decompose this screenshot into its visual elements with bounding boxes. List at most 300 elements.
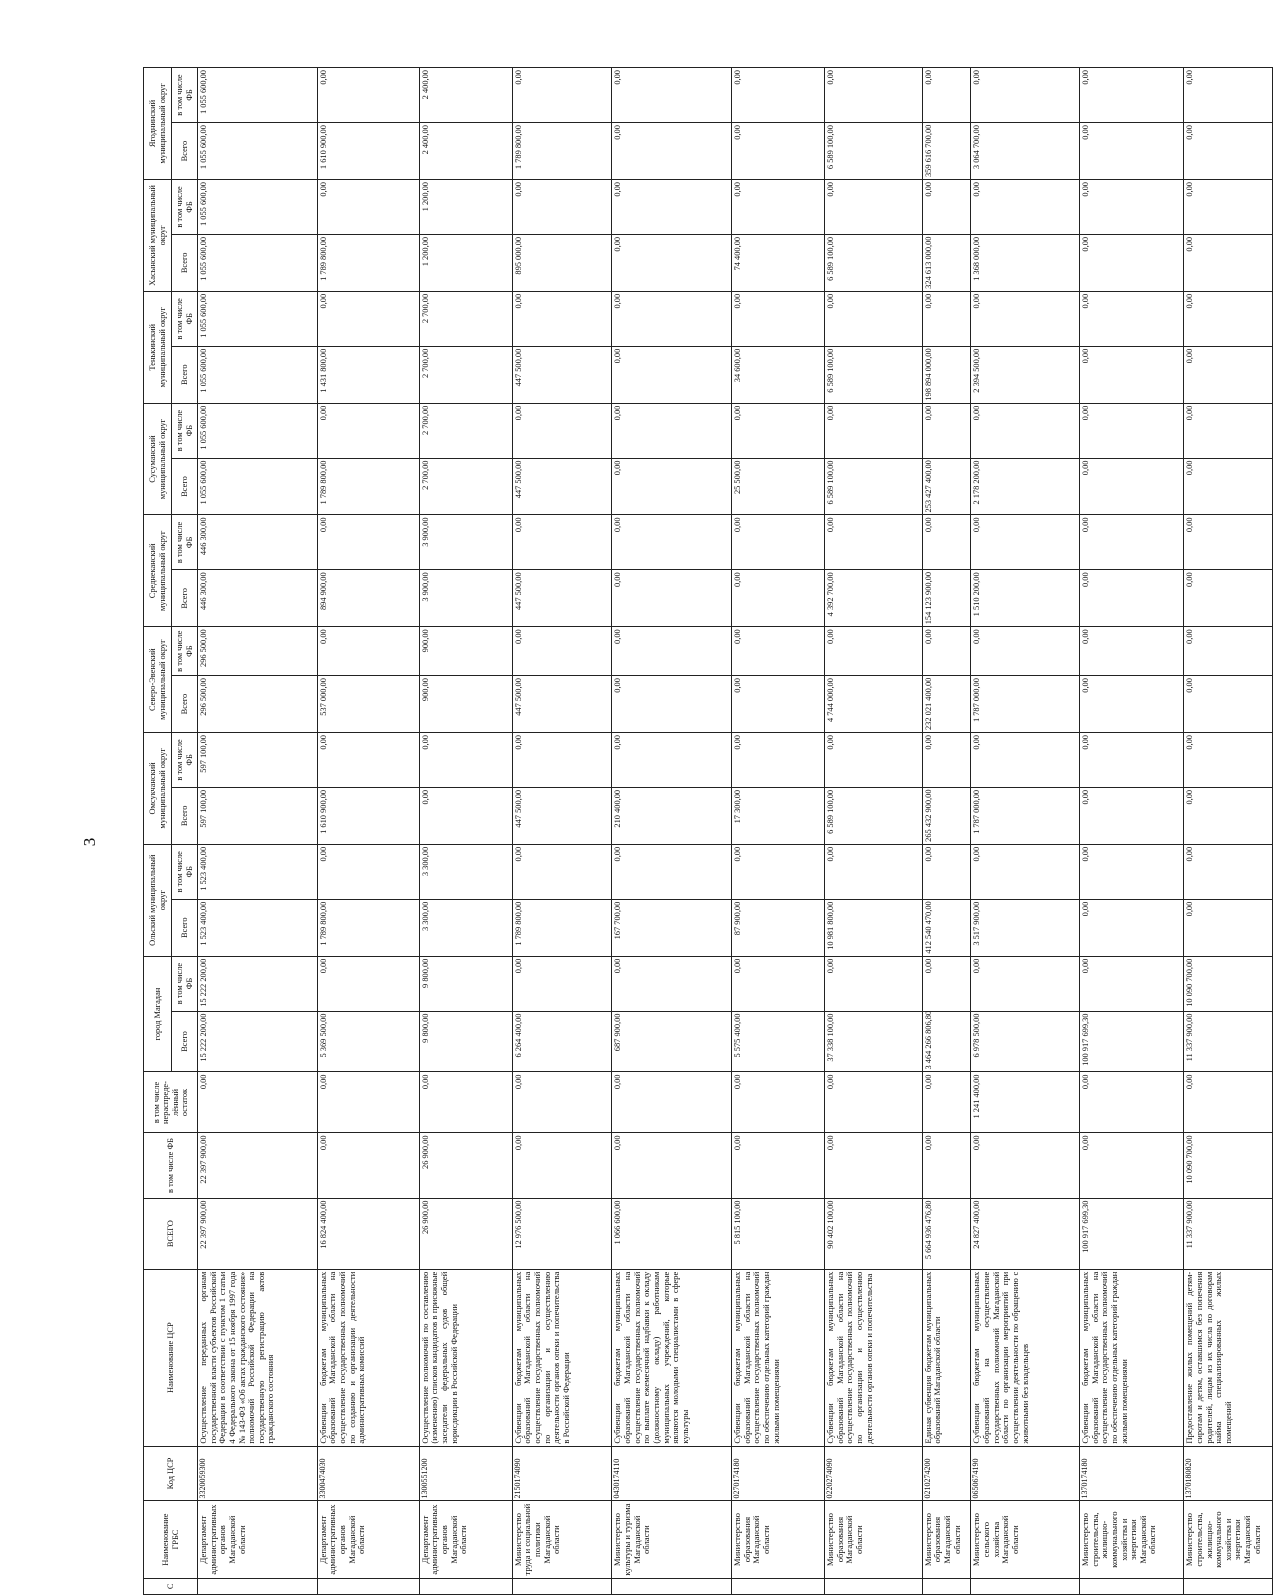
- name-cell: Предоставление жилых помещений детям-сиротам и детям, оставшимся без попечения родителей, лицам из их числа по договорам найма специализированных жилых помещений: [1184, 1269, 1273, 1446]
- district-value-cell: 0,00: [1080, 899, 1184, 956]
- budget-allocation-table: [143, 67, 1273, 1595]
- header-district: Северо-Эвенский муниципальный округ: [144, 627, 172, 733]
- district-value-cell: 232 021 400,00: [922, 676, 971, 733]
- district-value-cell: 74 400,00: [732, 234, 825, 291]
- district-value-cell: 0,00: [971, 627, 1080, 676]
- district-value-cell: 0,00: [732, 570, 825, 627]
- district-value-cell: 1 789 800,00: [317, 899, 419, 956]
- table-row: [198, 68, 318, 1595]
- district-value-cell: 0,00: [1184, 899, 1273, 956]
- district-value-cell: 0,00: [1080, 291, 1184, 346]
- district-value-cell: 0,00: [1080, 458, 1184, 515]
- fb-cell: 0,00: [971, 1133, 1080, 1198]
- grbs-cell: Департамент административных органов Магаданской области: [317, 1501, 419, 1578]
- district-value-cell: 0,00: [732, 733, 825, 788]
- code-cell: 0210274200: [922, 1446, 971, 1501]
- ost-cell: 0,00: [198, 1072, 318, 1133]
- district-value-cell: 0,00: [1184, 123, 1273, 180]
- fb-cell: 0,00: [1080, 1133, 1184, 1198]
- district-value-cell: 1 368 000,00: [971, 234, 1080, 291]
- table-body: [198, 68, 1273, 1595]
- header-district: Ягоднинский муниципальный округ: [144, 68, 172, 180]
- district-value-cell: 265 432 900,00: [922, 787, 971, 844]
- district-value-cell: 0,00: [1184, 733, 1273, 788]
- page-number: 3: [80, 837, 99, 847]
- table-row: [971, 68, 1080, 1595]
- district-value-cell: 687 900,00: [612, 1011, 732, 1072]
- district-value-cell: 597 100,00: [198, 733, 318, 788]
- cut-cell: [612, 1578, 732, 1594]
- district-value-cell: 412 540 470,00: [922, 899, 971, 956]
- header-total: ВСЕГО: [144, 1198, 198, 1269]
- district-value-cell: 0,00: [1184, 570, 1273, 627]
- district-value-cell: 0,00: [922, 291, 971, 346]
- district-value-cell: 253 427 400,00: [922, 458, 971, 515]
- district-value-cell: 894 900,00: [317, 570, 419, 627]
- district-value-cell: 0,00: [512, 291, 612, 346]
- total-cell: 90 402 100,00: [825, 1198, 923, 1269]
- district-value-cell: 0,00: [971, 180, 1080, 235]
- table-row: [922, 68, 971, 1595]
- district-value-cell: 6 589 100,00: [825, 123, 923, 180]
- district-value-cell: 0,00: [512, 180, 612, 235]
- name-cell: Субвенции бюджетам муниципальных образований Магаданской области на осуществление государственных полномочий по организации и осуществлению деятельности органов опеки и попечительства: [825, 1269, 923, 1446]
- table-row: [419, 68, 512, 1595]
- district-value-cell: 1 055 600,00: [198, 68, 318, 123]
- district-value-cell: 15 222 200,00: [198, 1011, 318, 1072]
- district-value-cell: 6 589 100,00: [825, 346, 923, 403]
- district-value-cell: 0,00: [419, 787, 512, 844]
- total-cell: 16 824 400,00: [317, 1198, 419, 1269]
- district-value-cell: 0,00: [732, 844, 825, 899]
- district-value-cell: 6 589 100,00: [825, 458, 923, 515]
- grbs-cell: Министерство образования Магаданской области: [732, 1501, 825, 1578]
- district-value-cell: 3 300,00: [419, 844, 512, 899]
- district-value-cell: 3 300,00: [419, 899, 512, 956]
- district-value-cell: 0,00: [1080, 627, 1184, 676]
- fb-cell: 0,00: [512, 1133, 612, 1198]
- district-value-cell: 1 789 800,00: [317, 234, 419, 291]
- header-district: Ольский муниципальный округ: [144, 844, 172, 956]
- district-value-cell: 25 500,00: [732, 458, 825, 515]
- district-value-cell: 0,00: [971, 956, 1080, 1011]
- district-value-cell: 0,00: [612, 570, 732, 627]
- cut-cell: [1080, 1578, 1184, 1594]
- district-value-cell: 1 787 000,00: [971, 676, 1080, 733]
- table-row: [825, 68, 923, 1595]
- district-value-cell: 0,00: [825, 956, 923, 1011]
- district-value-cell: 87 900,00: [732, 899, 825, 956]
- name-cell: Субвенции бюджетам муниципальных образований Магаданской области на осуществление государственных полномочий по организации и осуществлению деятельности органов опеки и попечительства в Российской Федерации: [512, 1269, 612, 1446]
- district-value-cell: 359 616 700,00: [922, 123, 971, 180]
- fb-cell: 0,00: [922, 1133, 971, 1198]
- code-cell: 0650674190: [971, 1446, 1080, 1501]
- district-value-cell: 1 431 800,00: [317, 346, 419, 403]
- total-cell: 5 664 936 476,80: [922, 1198, 971, 1269]
- district-value-cell: 446 300,00: [198, 515, 318, 570]
- district-value-cell: 1 055 600,00: [198, 123, 318, 180]
- district-value-cell: 447 500,00: [512, 787, 612, 844]
- code-cell: 0270174180: [732, 1446, 825, 1501]
- district-value-cell: 0,00: [512, 403, 612, 458]
- grbs-cell: Министерство образования Магаданской области: [825, 1501, 923, 1578]
- name-cell: Осуществление полномочий по составлению (изменению) списков кандидатов в присяжные заседатели федеральных судов общей юрисдикции в Российской Федерации: [419, 1269, 512, 1446]
- district-value-cell: 5 575 400,00: [732, 1011, 825, 1072]
- district-value-cell: 0,00: [732, 123, 825, 180]
- district-value-cell: 537 000,00: [317, 676, 419, 733]
- district-value-cell: 1 200,00: [419, 180, 512, 235]
- district-value-cell: 0,00: [612, 68, 732, 123]
- district-value-cell: 0,00: [1080, 234, 1184, 291]
- district-value-cell: 0,00: [1080, 403, 1184, 458]
- header-sub-total: Всего: [172, 123, 198, 180]
- cut-cell: [971, 1578, 1080, 1594]
- district-value-cell: 1 200,00: [419, 234, 512, 291]
- district-value-cell: 0,00: [922, 403, 971, 458]
- district-value-cell: 1 789 800,00: [317, 458, 419, 515]
- district-value-cell: 10 981 800,00: [825, 899, 923, 956]
- district-value-cell: 2 394 500,00: [971, 346, 1080, 403]
- ost-cell: 1 241 400,00: [971, 1072, 1080, 1133]
- district-value-cell: 0,00: [512, 627, 612, 676]
- district-value-cell: 0,00: [317, 291, 419, 346]
- district-value-cell: 0,00: [1184, 787, 1273, 844]
- district-value-cell: 0,00: [825, 515, 923, 570]
- fb-cell: 0,00: [317, 1133, 419, 1198]
- district-value-cell: 0,00: [612, 291, 732, 346]
- header-sub-fb: в том числе ФБ: [172, 515, 198, 570]
- district-value-cell: 0,00: [1184, 68, 1273, 123]
- district-value-cell: 597 100,00: [198, 787, 318, 844]
- name-cell: Субвенции бюджетам муниципальных образований Магаданской области на осуществление государственных полномочий по обеспечению отдельных категорий граждан жилыми помещениями: [732, 1269, 825, 1446]
- district-value-cell: 0,00: [1080, 68, 1184, 123]
- district-value-cell: 2 700,00: [419, 291, 512, 346]
- district-value-cell: 0,00: [1184, 458, 1273, 515]
- header-sub-fb: в том числе ФБ: [172, 844, 198, 899]
- district-value-cell: 447 500,00: [512, 458, 612, 515]
- district-value-cell: 100 917 699,30: [1080, 1011, 1184, 1072]
- header-name: Наименование ЦСР: [144, 1269, 198, 1446]
- district-value-cell: 2 700,00: [419, 346, 512, 403]
- total-cell: 11 337 900,00: [1184, 1198, 1273, 1269]
- name-cell: Субвенции бюджетам муниципальных образований Магаданской области на осуществление государственных полномочий по обеспечению отдельных категорий граждан жилыми помещениями: [1080, 1269, 1184, 1446]
- district-value-cell: 0,00: [922, 180, 971, 235]
- cut-cell: [419, 1578, 512, 1594]
- district-value-cell: 0,00: [971, 515, 1080, 570]
- header-sub-fb: в том числе ФБ: [172, 180, 198, 235]
- cut-cell: [825, 1578, 923, 1594]
- district-value-cell: 1 610 900,00: [317, 787, 419, 844]
- header-district: Среднеканский муниципальный округ: [144, 515, 172, 627]
- table-row: [1080, 68, 1184, 1595]
- fb-cell: 22 397 900,00: [198, 1133, 318, 1198]
- total-cell: 5 815 100,00: [732, 1198, 825, 1269]
- ost-cell: 0,00: [317, 1072, 419, 1133]
- header-sub-total: Всего: [172, 676, 198, 733]
- district-value-cell: 1 055 600,00: [198, 291, 318, 346]
- header-district: Тенькинский муниципальный округ: [144, 291, 172, 403]
- district-value-cell: 0,00: [825, 844, 923, 899]
- district-value-cell: 0,00: [922, 68, 971, 123]
- code-cell: 3320059300: [198, 1446, 318, 1501]
- district-value-cell: 3 464 266 806,80: [922, 1011, 971, 1072]
- header-cut: С: [144, 1578, 198, 1594]
- header-sub-total: Всего: [172, 346, 198, 403]
- district-value-cell: 3 900,00: [419, 570, 512, 627]
- district-value-cell: 0,00: [317, 68, 419, 123]
- district-value-cell: 2 400,00: [419, 68, 512, 123]
- table-row: [612, 68, 732, 1595]
- district-value-cell: 210 400,00: [612, 787, 732, 844]
- district-value-cell: 0,00: [825, 291, 923, 346]
- header-sub-fb: в том числе ФБ: [172, 733, 198, 788]
- district-value-cell: 296 500,00: [198, 676, 318, 733]
- header-sub-fb: в том числе ФБ: [172, 68, 198, 123]
- district-value-cell: 6 589 100,00: [825, 787, 923, 844]
- district-value-cell: 6 589 100,00: [825, 234, 923, 291]
- district-value-cell: 0,00: [317, 403, 419, 458]
- header-sub-fb: в том числе ФБ: [172, 627, 198, 676]
- district-value-cell: 6 978 500,00: [971, 1011, 1080, 1072]
- district-value-cell: 0,00: [732, 676, 825, 733]
- code-cell: 1370180820: [1184, 1446, 1273, 1501]
- district-value-cell: 1 055 600,00: [198, 403, 318, 458]
- district-value-cell: 4 744 000,00: [825, 676, 923, 733]
- district-value-cell: 0,00: [1080, 123, 1184, 180]
- district-value-cell: 0,00: [1184, 627, 1273, 676]
- fb-cell: 0,00: [612, 1133, 732, 1198]
- district-value-cell: 0,00: [1080, 844, 1184, 899]
- district-value-cell: 1 523 400,00: [198, 844, 318, 899]
- district-value-cell: 0,00: [612, 676, 732, 733]
- district-value-cell: 0,00: [512, 733, 612, 788]
- header-sub-total: Всего: [172, 234, 198, 291]
- district-value-cell: 10 090 700,00: [1184, 956, 1273, 1011]
- district-value-cell: 0,00: [1184, 346, 1273, 403]
- district-value-cell: 0,00: [971, 403, 1080, 458]
- header-row-districts: [144, 68, 172, 1595]
- cut-cell: [512, 1578, 612, 1594]
- total-cell: 26 900,00: [419, 1198, 512, 1269]
- header-sub-total: Всего: [172, 1011, 198, 1072]
- district-value-cell: 1 055 600,00: [198, 234, 318, 291]
- district-value-cell: 1 789 800,00: [512, 123, 612, 180]
- district-value-cell: 1 055 600,00: [198, 346, 318, 403]
- district-value-cell: 0,00: [922, 627, 971, 676]
- district-value-cell: 0,00: [922, 956, 971, 1011]
- header-ost: в том числе нераспреде-лённый остаток: [144, 1072, 198, 1133]
- district-value-cell: 0,00: [1184, 234, 1273, 291]
- district-value-cell: 0,00: [612, 627, 732, 676]
- header-district: Сусуманский муниципальный округ: [144, 403, 172, 515]
- district-value-cell: 0,00: [512, 515, 612, 570]
- district-value-cell: 446 300,00: [198, 570, 318, 627]
- rotated-table: [143, 67, 1273, 1595]
- district-value-cell: 0,00: [419, 733, 512, 788]
- district-value-cell: 0,00: [1080, 515, 1184, 570]
- district-value-cell: 0,00: [732, 291, 825, 346]
- table-row: [512, 68, 612, 1595]
- district-value-cell: 324 613 000,00: [922, 234, 971, 291]
- district-value-cell: 198 894 000,00: [922, 346, 971, 403]
- code-cell: 2150174090: [512, 1446, 612, 1501]
- district-value-cell: 1 787 000,00: [971, 787, 1080, 844]
- district-value-cell: 2 700,00: [419, 403, 512, 458]
- district-value-cell: 0,00: [612, 123, 732, 180]
- district-value-cell: 0,00: [1184, 844, 1273, 899]
- district-value-cell: 0,00: [612, 956, 732, 1011]
- name-cell: Субвенции бюджетам муниципальных образований Магаданской области на осуществление государственных полномочий по созданию и организации деятельности административных комиссий: [317, 1269, 419, 1446]
- district-value-cell: 0,00: [1184, 515, 1273, 570]
- district-value-cell: 0,00: [612, 234, 732, 291]
- district-value-cell: 0,00: [971, 844, 1080, 899]
- ost-cell: 0,00: [512, 1072, 612, 1133]
- district-value-cell: 0,00: [825, 68, 923, 123]
- header-sub-total: Всего: [172, 899, 198, 956]
- ost-cell: 0,00: [732, 1072, 825, 1133]
- code-cell: 3300474030: [317, 1446, 419, 1501]
- header-district: Хасынский муниципальный округ: [144, 180, 172, 292]
- cut-cell: [732, 1578, 825, 1594]
- district-value-cell: 0,00: [317, 956, 419, 1011]
- district-value-cell: 0,00: [971, 291, 1080, 346]
- district-value-cell: 0,00: [1184, 403, 1273, 458]
- district-value-cell: 11 337 900,00: [1184, 1011, 1273, 1072]
- district-value-cell: 447 500,00: [512, 570, 612, 627]
- table-row: [1184, 68, 1273, 1595]
- district-value-cell: 3 900,00: [419, 515, 512, 570]
- cut-cell: [922, 1578, 971, 1594]
- district-value-cell: 0,00: [922, 515, 971, 570]
- code-cell: 1300551200: [419, 1446, 512, 1501]
- grbs-cell: Министерство строительства, жилищно-коммунального хозяйства и энергетики Магаданской области: [1080, 1501, 1184, 1578]
- fb-cell: 0,00: [825, 1133, 923, 1198]
- district-value-cell: 0,00: [1184, 291, 1273, 346]
- code-cell: 0430174110: [612, 1446, 732, 1501]
- district-value-cell: 0,00: [317, 515, 419, 570]
- district-value-cell: 154 123 900,00: [922, 570, 971, 627]
- header-grbs: Наименование ГРБС: [144, 1501, 198, 1578]
- district-value-cell: 0,00: [732, 68, 825, 123]
- district-value-cell: 0,00: [1080, 346, 1184, 403]
- district-value-cell: 0,00: [1080, 180, 1184, 235]
- district-value-cell: 1 055 600,00: [198, 458, 318, 515]
- district-value-cell: 15 222 200,00: [198, 956, 318, 1011]
- district-value-cell: 447 500,00: [512, 346, 612, 403]
- district-value-cell: 1 610 900,00: [317, 123, 419, 180]
- name-cell: Субвенции бюджетам муниципальных образований на осуществление государственных полномочий Магаданской области по организации мероприятий при осуществлении деятельности по обращению с животными без владельцев: [971, 1269, 1080, 1446]
- district-value-cell: 0,00: [825, 180, 923, 235]
- total-cell: 24 827 400,00: [971, 1198, 1080, 1269]
- district-value-cell: 0,00: [971, 733, 1080, 788]
- ost-cell: 0,00: [825, 1072, 923, 1133]
- district-value-cell: 1 055 600,00: [198, 180, 318, 235]
- grbs-cell: Департамент административных органов Магаданской области: [419, 1501, 512, 1578]
- grbs-cell: Департамент административных органов Магаданской области: [198, 1501, 318, 1578]
- district-value-cell: 0,00: [612, 733, 732, 788]
- header-district: Омсукчанский муниципальный округ: [144, 733, 172, 845]
- district-value-cell: 0,00: [1080, 956, 1184, 1011]
- district-value-cell: 6 264 400,00: [512, 1011, 612, 1072]
- district-value-cell: 0,00: [1080, 733, 1184, 788]
- header-sub-fb: в том числе ФБ: [172, 403, 198, 458]
- header-sub-total: Всего: [172, 787, 198, 844]
- total-cell: 22 397 900,00: [198, 1198, 318, 1269]
- name-cell: Осуществление переданных органам государственной власти субъектов Российской Федерации в соответствии с пунктом 1 статьи 4 Федерального закона от 15 ноября 1997 года № 143-ФЗ «Об актах гражданского состояния» полномочий Российской Федерации на государственную регистрацию актов гражданского состояния: [198, 1269, 318, 1446]
- code-cell: 0220274090: [825, 1446, 923, 1501]
- district-value-cell: 9 800,00: [419, 1011, 512, 1072]
- total-cell: 1 066 600,00: [612, 1198, 732, 1269]
- header-fb: в том числе ФБ: [144, 1133, 198, 1198]
- district-value-cell: 0,00: [825, 627, 923, 676]
- name-cell: Субвенции бюджетам муниципальных образований Магаданской области на осуществление государственных полномочий по выплате ежемесячной надбавки к окладу (должностному окладу) работникам муниципальных учреждений, которые являются молодыми специалистами в сфере культуры: [612, 1269, 732, 1446]
- grbs-cell: Министерство сельского хозяйства Магаданской области: [971, 1501, 1080, 1578]
- fb-cell: 10 090 700,00: [1184, 1133, 1273, 1198]
- district-value-cell: 0,00: [732, 956, 825, 1011]
- district-value-cell: 0,00: [732, 515, 825, 570]
- district-value-cell: 0,00: [317, 627, 419, 676]
- header-sub-fb: в том числе ФБ: [172, 291, 198, 346]
- district-value-cell: 1 510 200,00: [971, 570, 1080, 627]
- district-value-cell: 0,00: [317, 844, 419, 899]
- district-value-cell: 0,00: [612, 458, 732, 515]
- grbs-cell: Министерство образования Магаданской области: [922, 1501, 971, 1578]
- table-row: [317, 68, 419, 1595]
- grbs-cell: Министерство культуры и туризма Магаданской области: [612, 1501, 732, 1578]
- district-value-cell: 0,00: [612, 180, 732, 235]
- name-cell: Единая субвенция бюджетам муниципальных образований Магаданской области: [922, 1269, 971, 1446]
- cut-cell: [317, 1578, 419, 1594]
- district-value-cell: 0,00: [971, 68, 1080, 123]
- ost-cell: 0,00: [1184, 1072, 1273, 1133]
- cut-cell: [1184, 1578, 1273, 1594]
- district-value-cell: 0,00: [512, 68, 612, 123]
- table-row: [732, 68, 825, 1595]
- district-value-cell: 0,00: [612, 515, 732, 570]
- district-value-cell: 900,00: [419, 627, 512, 676]
- district-value-cell: 9 800,00: [419, 956, 512, 1011]
- district-value-cell: 0,00: [922, 733, 971, 788]
- district-value-cell: 0,00: [1080, 570, 1184, 627]
- ost-cell: 0,00: [1080, 1072, 1184, 1133]
- district-value-cell: 0,00: [612, 346, 732, 403]
- district-value-cell: 2 178 200,00: [971, 458, 1080, 515]
- district-value-cell: 3 517 900,00: [971, 899, 1080, 956]
- district-value-cell: 0,00: [732, 403, 825, 458]
- district-value-cell: 1 523 400,00: [198, 899, 318, 956]
- header-sub-fb: в том числе ФБ: [172, 956, 198, 1011]
- district-value-cell: 1 789 800,00: [512, 899, 612, 956]
- cut-cell: [198, 1578, 318, 1594]
- district-value-cell: 0,00: [317, 733, 419, 788]
- district-value-cell: 0,00: [612, 403, 732, 458]
- district-value-cell: 0,00: [1080, 787, 1184, 844]
- district-value-cell: 4 392 700,00: [825, 570, 923, 627]
- district-value-cell: 37 338 100,00: [825, 1011, 923, 1072]
- ost-cell: 0,00: [612, 1072, 732, 1133]
- district-value-cell: 167 700,00: [612, 899, 732, 956]
- district-value-cell: 2 400,00: [419, 123, 512, 180]
- district-value-cell: 0,00: [1080, 676, 1184, 733]
- grbs-cell: Министерство труда и социальной политики Магаданской области: [512, 1501, 612, 1578]
- header-code: Код ЦСР: [144, 1446, 198, 1501]
- fb-cell: 26 900,00: [419, 1133, 512, 1198]
- district-value-cell: 447 500,00: [512, 676, 612, 733]
- district-value-cell: 0,00: [922, 844, 971, 899]
- rotated-table-frame: [143, 67, 1273, 1595]
- district-value-cell: 0,00: [1184, 180, 1273, 235]
- district-value-cell: 0,00: [825, 403, 923, 458]
